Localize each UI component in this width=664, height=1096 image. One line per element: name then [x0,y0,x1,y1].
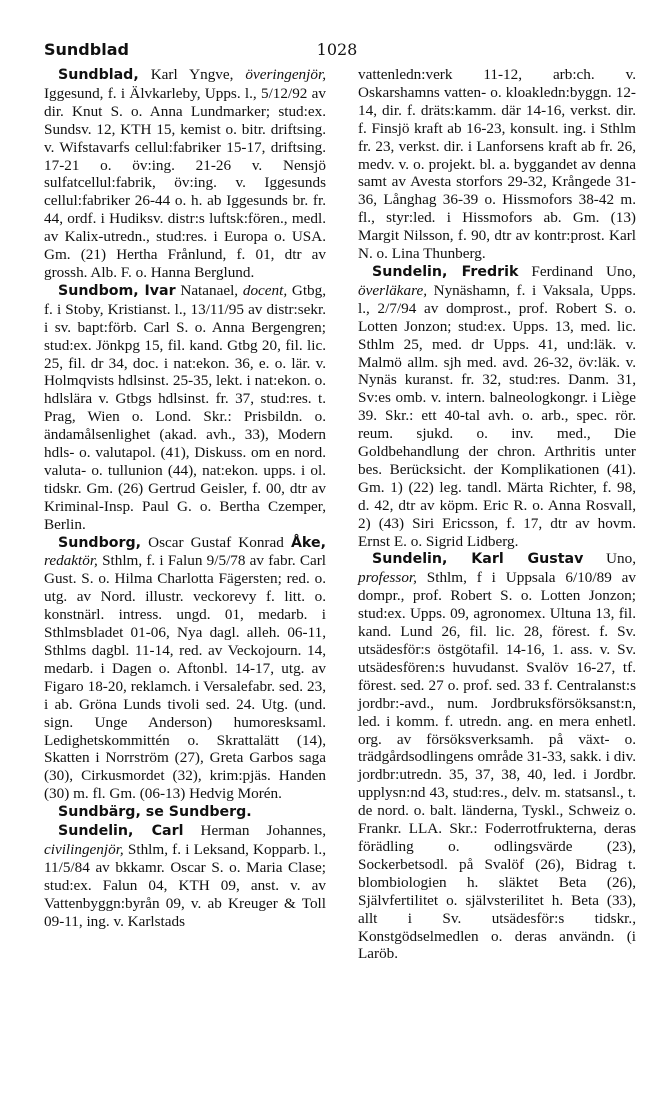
entry [358,550,636,963]
entry [358,263,636,551]
entry-name: Sundelin, Fredrik [372,263,519,280]
entry-given: Natanael, [175,281,243,299]
running-head: Sundblad [44,40,129,59]
entry-title: docent, [242,281,288,299]
entry [44,534,326,804]
page-number: 1028 [316,40,358,59]
entry [44,803,326,822]
entry-title: redaktör, [44,552,98,570]
entry-text: Sthlm, f i Uppsala 6/10/89 av dompr., prof. Robert S. o. Lotten Jonzon; stud:ex. Upps. 09, agronomex. Ultuna 13, fil. kand. Lund 26, fil. lic. 28, förest. f. Sv. utsädesför:s östgötafil. 14-16, 1. ass. v. Sv. utsädesfören:s huvudanst. Svalöv 16-27, tf. förest. sed. 27 o. prof. sed. 33 f. Centralanst:s jordbr:-avd., num. Jordbruksförsöksanst:n, led. i komm. f. utredn. ang. en mera enhetl. org. av försöksverksamh. på växt- o. trädgårdsodlingens område 31-33, sakk. i div. jordbr:utredn. 35, 37, 38, 40, led. i Jordbr. upplysn:nd 43, stud:res., delv. m. statsansl., t. de nord. o. balt. länderna, Tyskl., Schweiz o. Frankr. LLA. Skr.: Foderrotfrukterna, deras förädling o. odlingsvärde (23), Sockerbetsodl. på Svalöf (26), Bidrag t. blombiologien h. släktet Beta (26), Självfertilitet o. självsterilitet h. Beta (33), allt i Sv. utsädesför:s tidskr., Konstgödselmedlen o. deras användn. (i Laröb. [358,569,636,963]
entry-text: vattenledn:verk 11-12, arb:ch. v. Oskarshamns vatten- o. kloakledn:byggn. 12-14, dir. f. dräts:kamm. där 14-16, verkst. dir. f. Finsjö kraft ab 16-23, konsult. ing. i Sthlm fr. 23, verkst. dir. i Lanforsens kraft ab fr. 26, medv. v. o. projekt. bl. a. byggandet av denna samt av Avesta storfors 29-32, Krångede 31-36, Långhag 36-39 o. Hissmofors 38-42 m. fl., styr:led. i Hissmofors ab. Gm. (13) Margit Nilsson, f. 90, dtr av kontr:prost. Karl N. o. Lina Thunberg. [358,66,636,263]
page-header [44,40,630,62]
entry [44,822,326,930]
entry-given: Herman Johannes, [183,822,326,840]
entry-name: Sundbärg, se Sundberg. [58,804,252,821]
entry-name-2: Åke, [290,534,326,551]
entry [44,66,326,282]
entry-text: Nynäshamn, f. i Vaksala, Upps. l., 2/7/94 av domprost., prof. Robert S. o. Lotten Jonzon; stud:ex. Upps. 13, med. lic. Sthlm 25, med. dr Upps. 41, und:läk. v. Malmö allm. sjh med. avd. 26-32, öv:läk. v. Nynäs kuranst. fr. 32, stud:res. Danm. 31, Sv:es omb. v. intern. balneologkongr. i Liège 39. Skr.: ett 40-tal avh. o. arb., spec. rör. reum. sjukd. o. inv. med., Die Goldbehandlung der chron. Arthritis unter bes. Berücksicht. der Komplikationen (41). Gm. 1) (22) leg. tandl. Märta Richter, f. 98, d. 42, dtr av köpm. Eric R. o. Anna Rosvall, 2) (43) Siri Ericsson, f. 17, dtr av hovm. Ernst E. o. Sigrid Lidberg. [358,281,636,550]
entry-name: Sundblad, [58,67,139,83]
entry-title: överingenjör, [245,66,326,83]
entry-given: Oscar Gustaf Konrad [141,533,291,551]
entry-title: civilingenjör, [44,840,124,858]
entry-title: professor, [358,569,417,587]
entry-name: Sundborg, [58,534,142,551]
entry-given: Ferdinand Uno, [518,262,636,280]
entry-text: Sthlm, f. i Falun 9/5/78 av fabr. Carl Gust. S. o. Hilma Charlotta Fägersten; red. o. utg. av Nord. illustr. veckorevy f. litt. o. konstnärl. intress. ungd. 01, medarb. i Sthlmsbladet 01-06, Nya dagl. alleh. 06-11, Sthlms dagbl. 11-14, red. av Veckojourn. 14, medarb. i Dagen o. Aftonbl. 14-17, utg. av Figaro 18-20, reklamch. i Versalefabr. sed. 23, i ab. Gröna Lunds tivoli sed. 24. Utg. (und. sign. Unge Anderson) humoresksaml. Ledighetskommittén o. Skrattalätt (14), Skatten i Norrström (27), Greta Garbos saga (30), Cirkusmordet (32), krim:pjäs. Handen (30) m. fl. Gm. (06-13) Hedvig Morén. [44,552,326,803]
entry-given: Uno, [583,550,637,568]
entry-text: Gtbg, f. i Stoby, Kristianst. l., 13/11/95 av distr:sekr. i sv. bapt:förb. Carl S. o. Anna Bergengren; stud:ex. Jönkpg 15, fil. kand. Gtbg 20, fil. lic. 25, fil. dr 34, doc. i nat:ekon. 36, e. o. lär. v. Holmqvists hdlsinst. 25-35, lekt. i nat:ekon. o. hdlslära v. Gtbgs hdlsinst. fr. 37, stud:res. t. Prag, Wien o. Lond. Skr.: Prisbildn. o. ändamålsenlighet (akad. avh., 33), Modern hdls- o. valutapol. (41), Diskuss. om en nord. valuta- o. tullunion (44), nat:ekon. upps. i ol. tidskr. Gm. (26) Gertrud Geisler, f. 00, dtr av Kriminal-Insp. Paul G. o. Bertha Czemper, Berlin. [44,281,327,533]
entry-name: Sundelin, Carl [58,823,184,840]
entry-title: överläkare, [358,281,428,299]
entry [44,282,326,534]
entry-text: Sthlm, f. i Leksand, Kopparb. l., 11/5/84 av bkkamr. Oscar S. o. Maria Clase; stud:ex. Falun 04, KTH 09, anst. v. av Vattenbyggn:byrån 09, v. ab Kreuger & Toll 09-11, ing. v. Karlstads [44,840,326,930]
left-column [44,66,326,931]
entry-name: Sundbom, Ivar [58,282,176,299]
entry-name: Sundelin, Karl Gustav [372,551,584,568]
entry-continued [358,66,636,263]
right-column [358,66,636,963]
entry-text: Iggesund, f. i Älvkarleby, Upps. l., 5/12/92 av dir. Knut S. o. Anna Lundmarker; stud:ex. Sundsv. 12, KTH 15, kemist o. bitr. driftsing. v. Wifstavarfs cellul:fabriker 15-17, driftsing. 17-21 o. öv:ing. 21-26 v. Nensjö sulfatcellul:fabrik, öv:ing. v. Iggesunds cellul:fabriker 26-44 o. h. ab Iggesunds br. fr. 44, ordf. i Hudiksv. distr:s luftsk:fören., medl. av Kalix-utredn., stud:res. i Europa o. USA. Gm. (21) Hertha Frånlund, f. 01, dtr av grossh. Alb. F. o. Hanna Berglund. [44,84,326,281]
entry-given: Karl Yngve, [138,66,246,83]
